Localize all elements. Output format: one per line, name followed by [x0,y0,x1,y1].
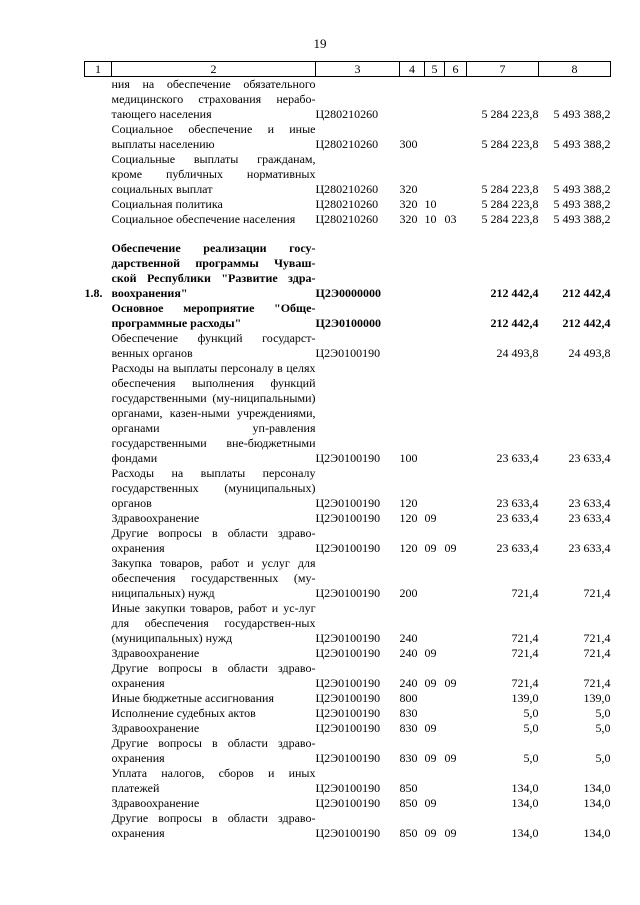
row-amount-year1: 721,4 [511,631,539,645]
row-subsection [445,721,467,736]
row-number [85,122,112,152]
row-amount-year2: 721,4 [583,676,611,690]
row-name: Социальная политика [111,197,223,211]
row-subsection [445,152,467,197]
table-row [85,706,611,721]
row-expense-type: 830 [399,706,418,720]
row-code: Ц2Э0100000 [315,316,381,330]
row-expense-type: 120 [399,511,418,525]
row-section [425,301,445,331]
row-amount-year1: 134,0 [511,826,539,840]
row-expense-type: 200 [399,586,418,600]
row-amount-year1: 5 284 223,8 [481,107,539,121]
row-number: 1.8. [84,286,103,300]
row-code: Ц280210260 [315,212,379,226]
row-section [425,601,445,646]
row-amount-year1: 721,4 [511,646,539,660]
row-subsection: 09 [444,826,457,840]
row-section [425,331,445,361]
row-expense-type: 120 [399,541,418,555]
row-code: Ц2Э0100190 [315,646,381,660]
row-subsection [445,466,467,511]
row-subsection [445,241,467,301]
row-amount-year2: 23 633,4 [568,511,611,525]
row-amount-year2: 5 493 388,2 [553,107,611,121]
row-amount-year1: 23 633,4 [496,511,539,525]
row-amount-year2: 5,0 [595,706,611,720]
row-amount-year2: 23 633,4 [568,541,611,555]
row-section [425,706,445,721]
row-amount-year1: 5,0 [523,706,539,720]
row-name: Другие вопросы в области здраво-охранения [111,811,316,840]
row-code: Ц2Э0100190 [315,781,381,795]
row-subsection [445,556,467,601]
row-name: Социальные выплаты гражданам, кроме публичных нормативных социальных выплат [111,152,316,196]
row-amount-year2: 23 633,4 [568,451,611,465]
row-name: Другие вопросы в области здраво-охранения [111,526,316,555]
row-number [85,466,112,511]
row-subsection: 09 [444,751,457,765]
row-number [85,706,112,721]
table-row [85,526,611,556]
row-section [425,691,445,706]
header-cell-6: 6 [445,62,467,77]
row-section: 09 [424,511,437,525]
row-name: Закупка товаров, работ и услуг для обеспечения государственных (му-ниципальных) нужд [111,556,316,600]
row-section: 09 [424,721,437,735]
row-amount-year1: 23 633,4 [496,541,539,555]
row-subsection [445,601,467,646]
row-expense-type: 830 [399,721,418,735]
table-row [85,301,611,331]
row-code: Ц2Э0100190 [315,796,381,810]
table-row [85,331,611,361]
row-expense-type: 240 [399,646,418,660]
row-amount-year1: 5,0 [523,721,539,735]
row-section: 09 [424,541,437,555]
row-subsection [445,766,467,796]
row-expense-type: 800 [399,691,418,705]
row-section [425,77,445,123]
header-cell-2: 2 [112,62,316,77]
row-subsection [445,361,467,466]
row-amount-year2: 23 633,4 [568,496,611,510]
row-expense-type: 830 [399,751,418,765]
row-section: 10 [424,212,437,226]
row-amount-year2: 5 493 388,2 [553,137,611,151]
header-cell-1: 1 [85,62,112,77]
row-name: Другие вопросы в области здраво-охранения [111,661,316,690]
row-name: Обеспечение реализации госу-дарственной программы Чуваш-ской Республики "Развитие здра-воохранения" [111,241,316,300]
row-number [85,736,112,766]
row-expense-type [400,331,425,361]
row-number [85,331,112,361]
row-subsection: 09 [444,676,457,690]
header-cell-8: 8 [539,62,611,77]
row-subsection: 09 [444,541,457,555]
row-code: Ц2Э0100190 [315,586,381,600]
row-amount-year1: 721,4 [511,586,539,600]
row-code: Ц2Э0100190 [315,691,381,705]
row-expense-type [400,77,425,123]
row-section: 10 [424,197,437,211]
table-row [85,721,611,736]
row-code: Ц280210260 [315,107,379,121]
row-number [85,301,112,331]
row-amount-year2: 212 442,4 [562,286,611,300]
row-name: Уплата налогов, сборов и иных платежей [111,766,316,795]
row-amount-year1: 5 284 223,8 [481,137,539,151]
row-name: Здравоохранение [111,796,200,810]
row-number [85,691,112,706]
row-section: 09 [424,751,437,765]
row-code: Ц280210260 [315,197,379,211]
row-expense-type: 320 [399,212,418,226]
row-section: 09 [424,796,437,810]
table-row [85,77,611,123]
row-expense-type [400,241,425,301]
row-number [85,77,112,123]
row-expense-type: 850 [399,781,418,795]
table-row [85,661,611,691]
row-subsection [445,691,467,706]
row-name: Здравоохранение [111,511,200,525]
row-number [85,796,112,811]
row-subsection [445,301,467,331]
row-expense-type: 240 [399,631,418,645]
row-name: Иные закупки товаров, работ и ус-луг для обеспечения государствен-ных (муниципальных) нужд [111,601,316,645]
table-row [85,811,611,841]
row-subsection [445,331,467,361]
spacer-cell [85,227,611,241]
row-section: 09 [424,646,437,660]
table-row [85,152,611,197]
row-subsection [445,706,467,721]
row-number [85,721,112,736]
row-amount-year2: 134,0 [583,781,611,795]
row-name: Обеспечение функций государст-венных органов [111,331,316,360]
table-row [85,197,611,212]
table-row [85,361,611,466]
row-expense-type: 300 [399,137,418,151]
row-name: Расходы на выплаты персоналу в целях обеспечения выполнения функций государственными (му-ниципальными) органами, казен-ными учреждениями, органами уп-равления государственными вне-бюджетными фондами [111,361,316,465]
row-expense-type [400,301,425,331]
row-expense-type: 240 [399,676,418,690]
row-number [85,212,112,227]
row-amount-year1: 5 284 223,8 [481,212,539,226]
row-subsection [445,77,467,123]
table-row [85,691,611,706]
row-amount-year2: 5 493 388,2 [553,212,611,226]
row-subsection: 03 [444,212,457,226]
table-row [85,122,611,152]
header-cell-3: 3 [316,62,400,77]
row-number [85,601,112,646]
row-number [85,526,112,556]
row-name: ния на обеспечение обязательного медицинского страхования нерабо-тающего населения [111,77,316,121]
row-subsection [445,796,467,811]
row-expense-type: 100 [399,451,418,465]
row-code: Ц2Э0100190 [315,496,381,510]
row-amount-year2: 721,4 [583,646,611,660]
row-subsection [445,197,467,212]
row-amount-year2: 5,0 [595,721,611,735]
table-row [85,736,611,766]
row-amount-year2: 721,4 [583,586,611,600]
row-expense-type: 320 [399,182,418,196]
row-name: Социальное обеспечение населения [111,212,296,226]
table-row [85,796,611,811]
row-amount-year1: 212 442,4 [490,316,539,330]
row-code: Ц2Э0100190 [315,511,381,525]
row-number [85,646,112,661]
row-amount-year1: 139,0 [511,691,539,705]
row-number [85,152,112,197]
row-amount-year2: 5 493 388,2 [553,197,611,211]
row-name: Исполнение судебных актов [111,706,256,720]
row-code: Ц2Э0000000 [315,286,381,300]
row-section [425,766,445,796]
row-code: Ц2Э0100190 [315,826,381,840]
row-section [425,361,445,466]
row-amount-year2: 134,0 [583,826,611,840]
row-section [425,556,445,601]
row-number [85,766,112,796]
row-number [85,197,112,212]
row-code: Ц2Э0100190 [315,346,381,360]
row-expense-type: 120 [399,496,418,510]
row-section: 09 [424,676,437,690]
row-code: Ц2Э0100190 [315,451,381,465]
row-amount-year1: 721,4 [511,676,539,690]
budget-table [84,61,611,841]
row-section [425,241,445,301]
table-row [85,511,611,526]
row-amount-year2: 5,0 [595,751,611,765]
row-section [425,122,445,152]
row-name: Другие вопросы в области здраво-охранения [111,736,316,765]
row-name: Расходы на выплаты персоналу государственных (муниципальных) органов [111,466,316,510]
row-number [85,361,112,466]
table-row [85,601,611,646]
row-code: Ц2Э0100190 [315,541,381,555]
header-cell-4: 4 [400,62,425,77]
row-number [85,661,112,691]
row-expense-type: 850 [399,826,418,840]
row-name: Иные бюджетные ассигнования [111,691,274,705]
row-code: Ц2Э0100190 [315,751,381,765]
row-amount-year2: 212 442,4 [562,316,611,330]
spacer-row [85,227,611,241]
row-code: Ц2Э0100190 [315,631,381,645]
row-number [85,556,112,601]
table-row [85,212,611,227]
row-amount-year1: 5 284 223,8 [481,182,539,196]
row-section: 09 [424,826,437,840]
row-amount-year1: 134,0 [511,781,539,795]
row-subsection [445,122,467,152]
row-code: Ц280210260 [315,182,379,196]
table-row [85,466,611,511]
row-amount-year1: 5 284 223,8 [481,197,539,211]
row-section [425,152,445,197]
row-number [85,511,112,526]
row-amount-year1: 134,0 [511,796,539,810]
header-row [85,62,611,77]
header-cell-7: 7 [467,62,539,77]
row-expense-type: 320 [399,197,418,211]
row-amount-year2: 24 493,8 [568,346,611,360]
row-name: Социальное обеспечение и иные выплаты населению [111,122,316,151]
row-amount-year1: 24 493,8 [496,346,539,360]
page-number: 19 [313,36,327,51]
row-code: Ц280210260 [315,137,379,151]
row-section [425,466,445,511]
row-subsection [445,646,467,661]
row-amount-year1: 5,0 [523,751,539,765]
header-cell-5: 5 [425,62,445,77]
row-name: Здравоохранение [111,721,200,735]
row-amount-year1: 212 442,4 [490,286,539,300]
table-row [85,556,611,601]
row-code: Ц2Э0100190 [315,676,381,690]
row-amount-year2: 721,4 [583,631,611,645]
row-amount-year1: 23 633,4 [496,496,539,510]
table-row [85,766,611,796]
row-code: Ц2Э0100190 [315,721,381,735]
row-amount-year2: 5 493 388,2 [553,182,611,196]
table-row [85,241,611,301]
row-name: Основное мероприятие "Обще-программные расходы" [111,301,316,330]
row-amount-year2: 139,0 [583,691,611,705]
row-subsection [445,511,467,526]
row-amount-year2: 134,0 [583,796,611,810]
table-row [85,646,611,661]
row-number [85,811,112,841]
row-expense-type: 850 [399,796,418,810]
table-body [85,77,611,842]
row-amount-year1: 23 633,4 [496,451,539,465]
row-name: Здравоохранение [111,646,200,660]
row-code: Ц2Э0100190 [315,706,381,720]
